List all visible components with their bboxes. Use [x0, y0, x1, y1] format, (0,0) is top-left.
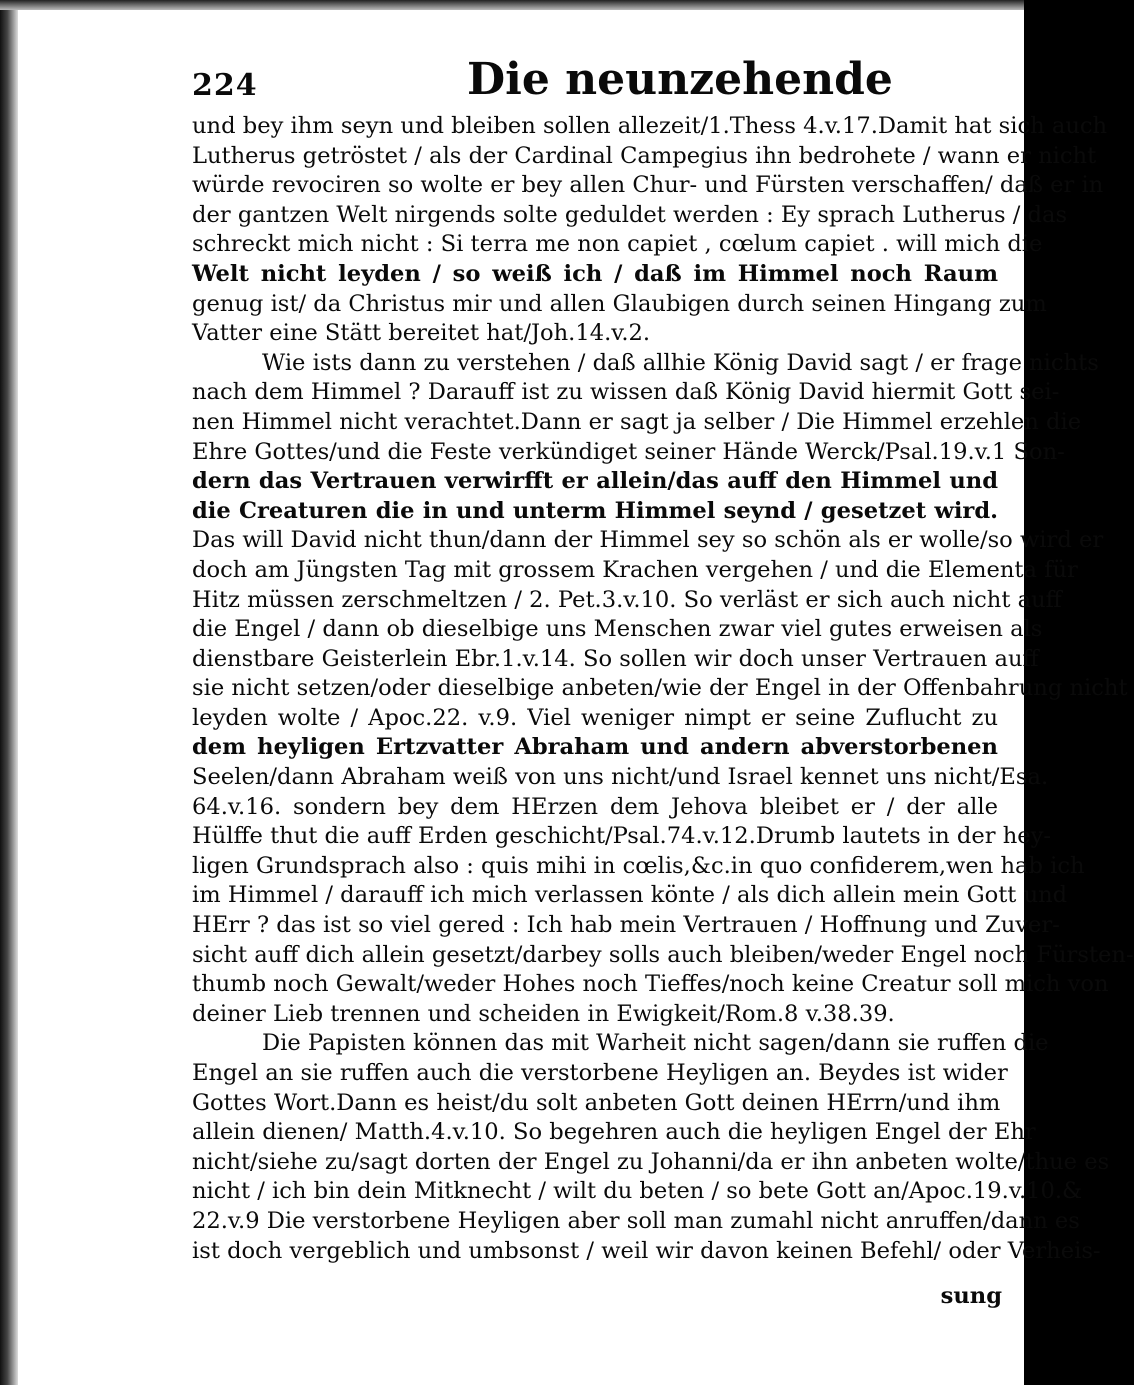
text-line: Lutherus getröstet / als der Cardinal Campegius ihn bedrohete / wann er nicht	[192, 142, 1097, 169]
text-line: Vatter eine Stätt bereitet hat/Joh.14.v.2.	[192, 320, 651, 347]
text-line: ist doch vergeblich und umbsonst / weil wir davon keinen Befehl/ oder Verheis-	[192, 1237, 1101, 1264]
text-line: sicht auff dich allein gesetzt/darbey solls auch bleiben/weder Engel noch Fürsten-	[192, 941, 1134, 968]
text-line: Das will David nicht thun/dann der Himmel sey so schön als er wolle/so wird er	[192, 527, 1104, 554]
text-line: Hitz müssen zerschmeltzen / 2. Pet.3.v.10. So verläst er sich auch nicht auff	[192, 586, 1062, 613]
running-head: Die neunzehende	[467, 54, 893, 105]
text-line: würde revociren so wolte er bey allen Chur- und Fürsten verschaffen/ daß er in	[192, 172, 1104, 199]
text-line: leyden wolte / Apoc.22. v.9. Viel weniger nimpt er seine Zuflucht zu	[192, 704, 998, 731]
text-line: nicht / ich bin dein Mitknecht / wilt du beten / so bete Gott an/Apoc.19.v.10.&	[192, 1178, 1083, 1205]
text-line: Gottes Wort.Dann es heist/du solt anbeten Gott deinen HErrn/und ihm	[192, 1089, 1001, 1116]
text-line: der gantzen Welt nirgends solte geduldet werden : Ey sprach Lutherus / das	[192, 201, 1068, 228]
text-line: nen Himmel nicht verachtet.Dann er sagt ja selber / Die Himmel erzehlen die	[192, 408, 1082, 435]
text-line: dem heyligen Ertzvatter Abraham und andern abverstorbenen	[192, 734, 998, 761]
text-line: im Himmel / darauff ich mich verlassen könte / als dich allein mein Gott und	[192, 882, 1068, 909]
text-line: Welt nicht leyden / so weiß ich / daß im Himmel noch Raum	[192, 260, 998, 287]
text-line: die Creaturen die in und unterm Himmel seynd / gesetzet wird.	[192, 497, 998, 524]
page-header	[192, 50, 992, 110]
text-line: die Engel / dann ob dieselbige uns Menschen zwar viel gutes erweisen als	[192, 616, 1043, 643]
text-line: doch am Jüngsten Tag mit grossem Krachen vergehen / und die Elementa für	[192, 556, 1078, 583]
text-line: nicht/siehe zu/sagt dorten der Engel zu Johanni/da er ihn anbeten wolte/thue es	[192, 1148, 1110, 1175]
text-line: und bey ihm seyn und bleiben sollen allezeit/1.Thess 4.v.17.Damit hat sich auch	[192, 113, 1108, 139]
page-number: 224	[192, 68, 258, 103]
text-line: genug ist/ da Christus mir und allen Glaubigen durch seinen Hingang zum	[192, 290, 1047, 317]
scan-edge-top	[0, 0, 1024, 10]
scan-edge-left	[0, 0, 18, 1385]
text-line: Ehre Gottes/und die Feste verkündiget seiner Hände Werck/Psal.19.v.1 Son-	[192, 438, 1065, 465]
text-line: HErr ? das ist so viel gered : Ich hab mein Vertrauen / Hoffnung und Zuver-	[192, 912, 1060, 939]
text-line: ligen Grundsprach also : quis mihi in cœlis,&c.in quo confiderem,wen hab ich	[192, 852, 1085, 879]
text-line: Engel an sie ruffen auch die verstorbene Heyligen an. Beydes ist wider	[192, 1060, 1008, 1086]
text-line: deiner Lieb trennen und scheiden in Ewigkeit/Rom.8 v.38.39.	[192, 1000, 895, 1027]
text-line: Wie ists dann zu verstehen / daß allhie König David sagt / er frage nichts	[262, 349, 1099, 376]
text-line: thumb noch Gewalt/weder Hohes noch Tieffes/noch keine Creatur soll mich von	[192, 971, 1109, 998]
text-line: Hülffe thut die auff Erden geschicht/Psal.74.v.12.Drumb lautets in der hey-	[192, 823, 1052, 850]
text-line: Die Papisten können das mit Warheit nicht sagen/dann sie ruffen die	[262, 1030, 1049, 1057]
text-line: schreckt mich nicht : Si terra me non capiet , cœlum capiet . will mich die	[192, 231, 1043, 258]
text-line: allein dienen/ Matth.4.v.10. So begehren auch die heyligen Engel der Ehr	[192, 1119, 1036, 1146]
text-line: dienstbare Geisterlein Ebr.1.v.14. So sollen wir doch unser Vertrauen auff	[192, 645, 1039, 672]
text-line: sie nicht setzen/oder dieselbige anbeten/wie der Engel in der Offenbahrung nicht	[192, 675, 1128, 702]
text-line: 22.v.9 Die verstorbene Heyligen aber soll man zumahl nicht anruffen/dann es	[192, 1207, 1080, 1234]
text-line: 64.v.16. sondern bey dem HErzen dem Jehova bleibet er / der alle	[192, 793, 998, 820]
text-line: nach dem Himmel ? Darauff ist zu wissen daß König David hiermit Gott sei-	[192, 379, 1060, 406]
text-line: Seelen/dann Abraham weiß von uns nicht/und Israel kennet uns nicht/Esa.	[192, 764, 1049, 791]
body-text	[192, 112, 1134, 1266]
text-line: dern das Vertrauen verwirfft er allein/das auff den Himmel und	[192, 468, 998, 495]
catchword: sung	[940, 1283, 1002, 1309]
